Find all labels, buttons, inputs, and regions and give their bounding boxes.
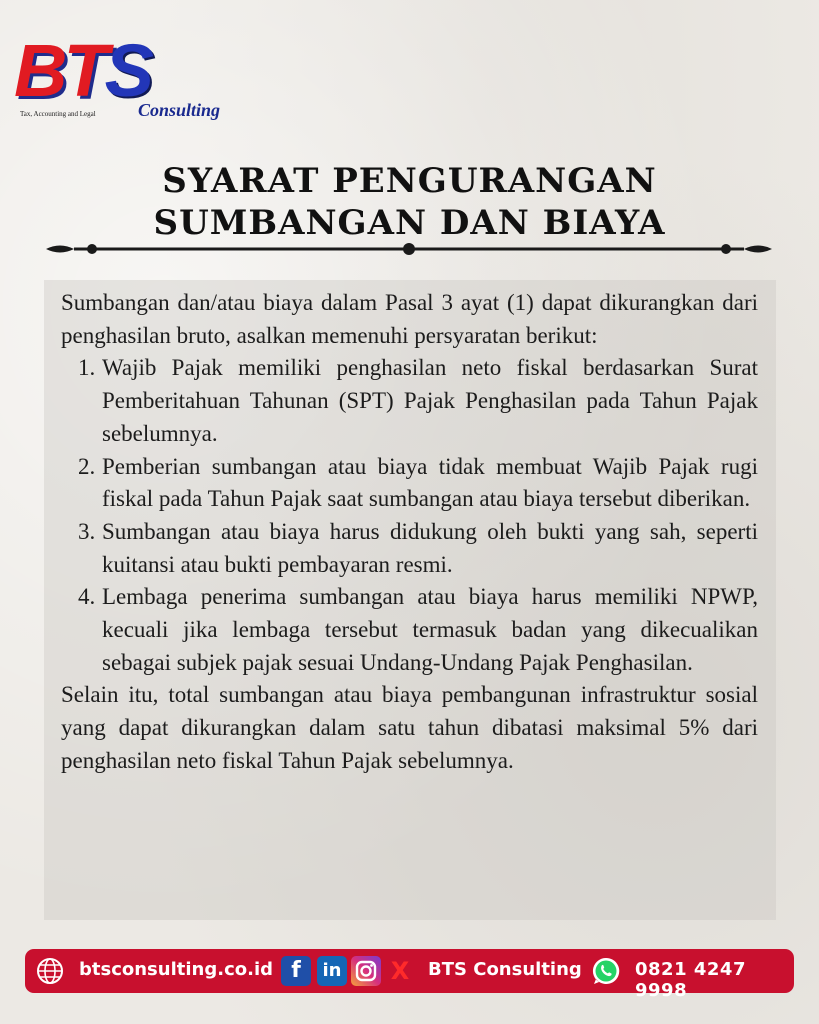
title-line-1: SYARAT PENGURANGAN	[162, 161, 657, 201]
list-item-number: 3.	[78, 518, 96, 544]
list-item	[61, 581, 758, 679]
linkedin-icon[interactable]: in	[317, 956, 347, 986]
footer-bar	[25, 949, 794, 1001]
facebook-icon[interactable]: f	[281, 956, 311, 986]
list-item	[61, 352, 758, 450]
list-item	[61, 516, 758, 581]
list-item-number: 2.	[78, 453, 96, 479]
x-icon[interactable]: X	[390, 957, 410, 985]
whatsapp-icon[interactable]	[590, 955, 622, 987]
list-item	[61, 451, 758, 516]
list-item-number: 4.	[78, 584, 96, 610]
logo-bt: BT	[14, 29, 105, 112]
phone-number[interactable]: 0821 4247 9998	[635, 959, 746, 1001]
brand-name[interactable]: BTS Consulting	[428, 959, 582, 980]
title-line-2: SUMBANGAN DAN BIAYA	[153, 203, 666, 243]
list-item-text: Sumbangan atau biaya harus didukung oleh bukti yang sah, seperti kuitansi atau bukti pembayaran resmi.	[102, 518, 758, 577]
website-link[interactable]: btsconsulting.co.id	[79, 959, 273, 980]
page-title	[0, 160, 819, 244]
list-item-text: Lembaga penerima sumbangan atau biaya harus memiliki NPWP, kecuali jika lembaga tersebut termasuk badan yang dikecualikan sebagai subjek pajak sesuai Undang-Undang Pajak Penghasilan.	[102, 584, 758, 675]
logo-consulting: Consulting	[138, 100, 221, 120]
logo-tagline: Tax, Accounting and Legal	[20, 110, 96, 118]
content-body	[61, 287, 758, 778]
bts-logo	[14, 29, 221, 130]
list-item-text: Wajib Pajak memiliki penghasilan neto fiskal berdasarkan Surat Pemberitahuan Tahunan (SPT) Pajak Penghasilan pada Tahun Pajak sebelumnya.	[102, 355, 758, 446]
closing-paragraph: Selain itu, total sumbangan atau biaya pembangunan infrastruktur sosial yang dapat dikurangkan dalam satu tahun dibatasi maksimal 5% dari penghasilan neto fiskal Tahun Pajak sebelumnya.	[61, 682, 758, 773]
list-item-text: Pemberian sumbangan atau biaya tidak membuat Wajib Pajak rugi fiskal pada Tahun Pajak saat sumbangan atau biaya tersebut diberikan.	[102, 453, 758, 512]
instagram-icon[interactable]	[351, 956, 381, 986]
logo-s: S	[104, 29, 151, 112]
list-item-number: 1.	[78, 355, 96, 381]
ornamental-divider	[44, 238, 774, 260]
requirements-list	[61, 352, 758, 679]
intro-paragraph: Sumbangan dan/atau biaya dalam Pasal 3 ayat (1) dapat dikurangkan dari penghasilan bruto, asalkan memenuhi persyaratan berikut:	[61, 290, 758, 348]
logo-wordmark	[14, 29, 151, 112]
globe-icon[interactable]	[35, 956, 65, 986]
